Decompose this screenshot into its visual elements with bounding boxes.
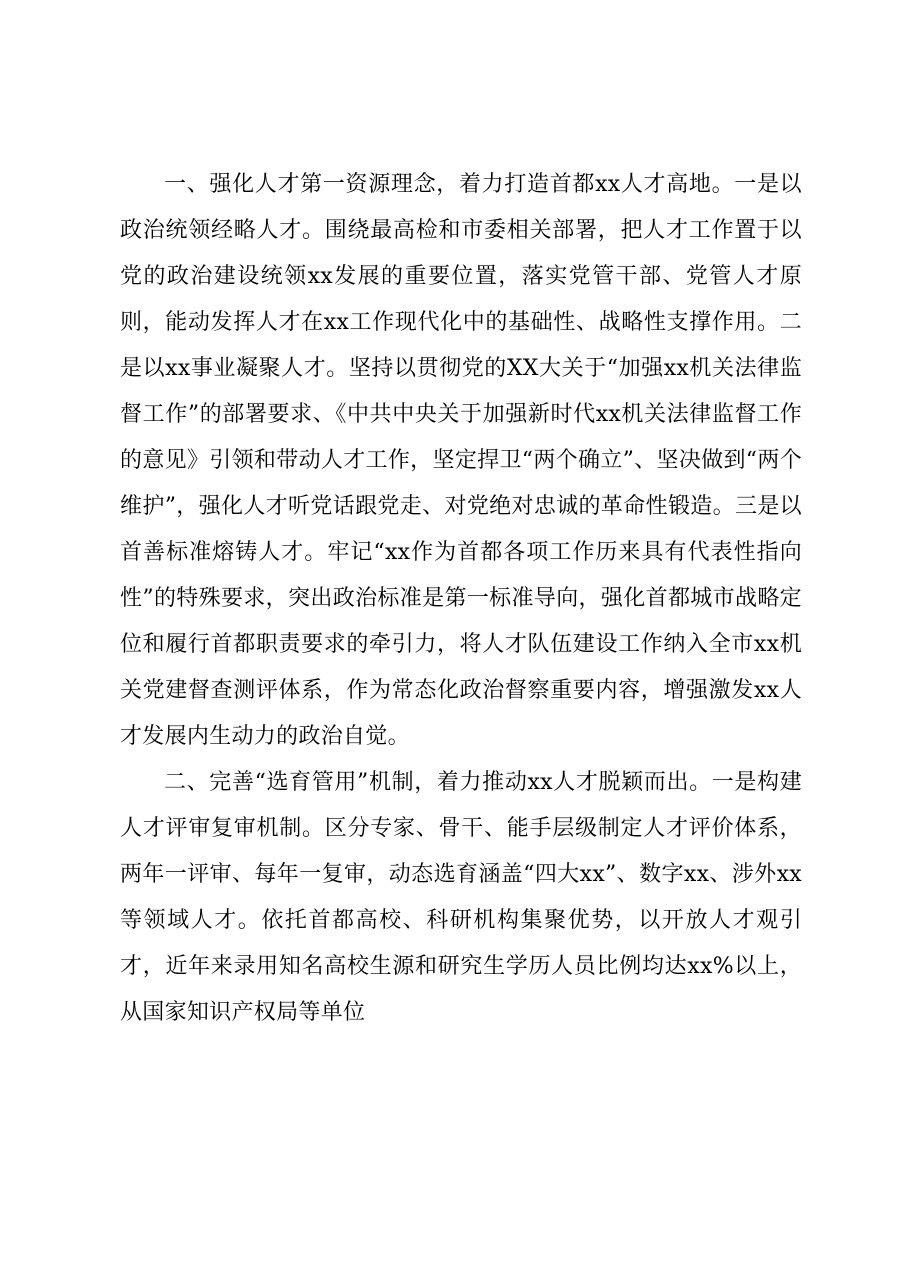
document-body (120, 162, 802, 1036)
paragraph-selection-mechanism: 二、完善“选育管用”机制，着力推动xx人才脱颖而出。一是构建人才评审复审机制。区分专家、骨干、能手层级制定人才评价体系，两年一评审、每年一复审，动态选育涵盖“四大xx”、数字xx、涉外xx等领域人才。依托首都高校、科研机构集聚优势，以开放人才观引才，近年来录用知名高校生源和研究生学历人员比例均达xx%以上，从国家知识产权局等单位 (120, 770, 802, 1025)
paragraph-talent-resource: 一、强化人才第一资源理念，着力打造首都xx人才高地。一是以政治统领经略人才。围绕最高检和市委相关部署，把人才工作置于以党的政治建设统领xx发展的重要位置，落实党管干部、党管人才原则，能动发挥人才在xx工作现代化中的基础性、战略性支撑作用。二是以xx事业凝聚人才。坚持以贯彻党的XX大关于“加强xx机关法律监督工作”的部署要求、《中共中央关于加强新时代xx机关法律监督工作的意见》引领和带动人才工作，坚定捍卫“两个确立”、坚决做到“两个维护”，强化人才听党话跟党走、对党绝对忠诚的革命性锻造。三是以首善标准熔铸人才。牢记“xx作为首都各项工作历来具有代表性指向性”的特殊要求，突出政治标准是第一标准导向，强化首都城市战略定位和履行首都职责要求的牵引力，将人才队伍建设工作纳入全市xx机关党建督查测评体系，作为常态化政治督察重要内容，增强激发xx人才发展内生动力的政治自觉。 (120, 172, 802, 749)
